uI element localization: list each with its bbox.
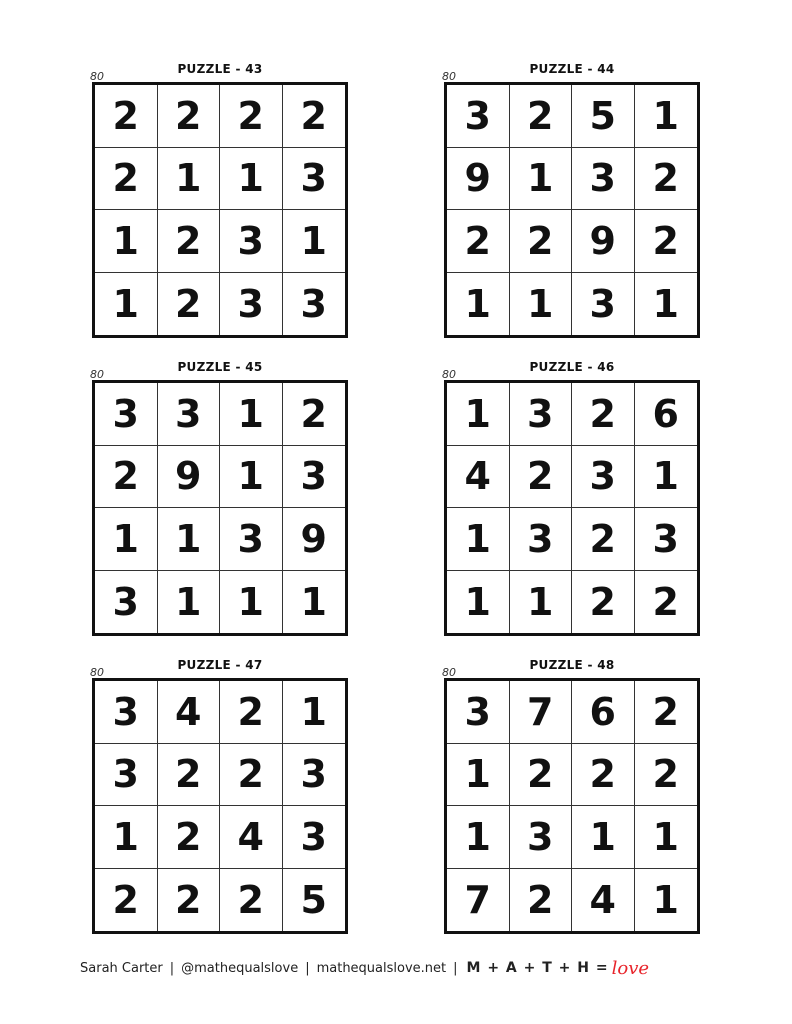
target-number: 80 xyxy=(90,368,104,381)
grid-cell: 3 xyxy=(447,85,510,148)
grid-cell: 2 xyxy=(95,148,158,211)
grid-cell: 1 xyxy=(652,281,679,326)
grid-cell: 3 xyxy=(510,383,573,446)
grid-cell: 3 xyxy=(95,571,158,634)
grid-cell: 2 xyxy=(510,85,573,148)
puzzle-title: PUZZLE - 43 xyxy=(177,62,263,76)
grid-cell: 1 xyxy=(635,446,698,509)
puzzle xyxy=(442,360,702,640)
grid-cell: 4 xyxy=(158,681,221,744)
grid-cell: 3 xyxy=(220,210,283,273)
puzzle-title: PUZZLE - 45 xyxy=(177,360,263,374)
number-grid xyxy=(92,82,348,338)
target-number: 80 xyxy=(442,70,456,83)
grid-cell: 3 xyxy=(283,446,346,509)
grid-cell: 1 xyxy=(300,579,327,624)
grid-cell: 2 xyxy=(510,869,573,932)
number-grid xyxy=(92,380,348,636)
grid-cell: 2 xyxy=(158,744,221,807)
grid-cell: 7 xyxy=(447,869,510,932)
grid-cell: 3 xyxy=(447,681,510,744)
grid-cell: 3 xyxy=(510,508,573,571)
love-logo-text: love xyxy=(611,957,650,979)
grid-cell: 1 xyxy=(652,877,679,922)
target-number: 80 xyxy=(442,368,456,381)
target-number: 80 xyxy=(90,666,104,679)
grid-cell: 1 xyxy=(447,806,510,869)
grid-cell: 2 xyxy=(635,148,698,211)
grid-cell: 1 xyxy=(95,508,158,571)
grid-cell: 1 xyxy=(447,508,510,571)
grid-cell: 1 xyxy=(447,383,510,446)
grid-cell: 2 xyxy=(220,681,283,744)
grid-cell: 3 xyxy=(510,806,573,869)
grid-cell: 9 xyxy=(572,210,635,273)
grid-cell: 3 xyxy=(283,744,346,807)
grid-cell: 2 xyxy=(447,210,510,273)
grid-cell: 1 xyxy=(158,508,221,571)
grid-cell: 2 xyxy=(510,744,573,807)
grid-cell: 1 xyxy=(510,571,573,634)
grid-cell: 3 xyxy=(220,508,283,571)
grid-cell: 1 xyxy=(510,273,573,336)
footer-separator: | xyxy=(305,960,310,976)
grid-cell: 3 xyxy=(95,383,158,446)
grid-cell: 2 xyxy=(95,85,158,148)
grid-cell: 1 xyxy=(635,806,698,869)
grid-cell: 2 xyxy=(283,85,346,148)
grid-cell: 2 xyxy=(283,383,346,446)
number-grid xyxy=(444,82,700,338)
grid-cell: 6 xyxy=(572,681,635,744)
grid-cell: 2 xyxy=(220,869,283,932)
grid-cell: 2 xyxy=(635,210,698,273)
website-link[interactable]: mathequalslove.net xyxy=(316,960,447,976)
grid-cell: 1 xyxy=(447,273,510,336)
puzzle-title: PUZZLE - 47 xyxy=(177,658,263,672)
grid-cell: 2 xyxy=(510,446,573,509)
grid-cell: 1 xyxy=(220,446,283,509)
grid-cell: 2 xyxy=(158,273,221,336)
grid-cell: 1 xyxy=(283,210,346,273)
number-grid xyxy=(92,678,348,934)
grid-cell: 3 xyxy=(572,273,635,336)
grid-cell: 2 xyxy=(572,508,635,571)
grid-cell: 2 xyxy=(158,806,221,869)
grid-cell: 3 xyxy=(300,281,327,326)
grid-cell: 1 xyxy=(158,571,221,634)
grid-cell: 1 xyxy=(283,681,346,744)
grid-cell: 6 xyxy=(635,383,698,446)
grid-cell: 1 xyxy=(95,273,158,336)
puzzle-title: PUZZLE - 46 xyxy=(529,360,615,374)
grid-cell: 3 xyxy=(95,681,158,744)
grid-cell: 1 xyxy=(95,806,158,869)
grid-cell: 2 xyxy=(652,579,679,624)
grid-cell: 2 xyxy=(95,446,158,509)
grid-cell: 2 xyxy=(158,85,221,148)
footer-separator: | xyxy=(453,960,458,976)
grid-cell: 1 xyxy=(447,571,510,634)
puzzle-title: PUZZLE - 48 xyxy=(529,658,615,672)
grid-cell: 1 xyxy=(510,148,573,211)
grid-cell: 7 xyxy=(510,681,573,744)
grid-cell: 2 xyxy=(572,571,635,634)
grid-cell: 3 xyxy=(283,148,346,211)
puzzle xyxy=(442,658,702,938)
puzzle-title: PUZZLE - 44 xyxy=(529,62,615,76)
grid-cell: 2 xyxy=(572,744,635,807)
target-number: 80 xyxy=(442,666,456,679)
grid-cell: 3 xyxy=(635,508,698,571)
grid-cell: 1 xyxy=(572,806,635,869)
grid-cell: 9 xyxy=(158,446,221,509)
grid-cell: 5 xyxy=(300,877,327,922)
grid-cell: 2 xyxy=(635,681,698,744)
number-grid xyxy=(444,678,700,934)
puzzle xyxy=(90,360,350,640)
social-handle: @mathequalslove xyxy=(181,960,299,976)
brand-logo-text: M + A + T + H = xyxy=(466,960,609,976)
author-name: Sarah Carter xyxy=(80,960,163,976)
grid-cell: 1 xyxy=(635,85,698,148)
footer xyxy=(80,957,740,979)
grid-cell: 4 xyxy=(220,806,283,869)
puzzle xyxy=(90,658,350,938)
grid-cell: 2 xyxy=(158,869,221,932)
grid-cell: 3 xyxy=(572,446,635,509)
footer-separator: | xyxy=(169,960,175,976)
grid-cell: 1 xyxy=(158,148,221,211)
grid-cell: 3 xyxy=(572,148,635,211)
grid-cell: 2 xyxy=(635,744,698,807)
grid-cell: 2 xyxy=(510,210,573,273)
target-number: 80 xyxy=(90,70,104,83)
grid-cell: 2 xyxy=(95,869,158,932)
grid-cell: 2 xyxy=(572,383,635,446)
grid-cell: 1 xyxy=(95,210,158,273)
puzzle xyxy=(442,62,702,342)
grid-cell: 4 xyxy=(572,869,635,932)
grid-cell: 1 xyxy=(447,744,510,807)
grid-cell: 9 xyxy=(283,508,346,571)
puzzle xyxy=(90,62,350,342)
number-grid xyxy=(444,380,700,636)
grid-cell: 1 xyxy=(220,383,283,446)
grid-cell: 3 xyxy=(158,383,221,446)
grid-cell: 4 xyxy=(447,446,510,509)
grid-cell: 3 xyxy=(283,806,346,869)
grid-cell: 1 xyxy=(220,571,283,634)
grid-cell: 1 xyxy=(220,148,283,211)
grid-cell: 2 xyxy=(158,210,221,273)
grid-cell: 5 xyxy=(572,85,635,148)
grid-cell: 3 xyxy=(220,273,283,336)
grid-cell: 3 xyxy=(95,744,158,807)
grid-cell: 2 xyxy=(220,744,283,807)
grid-cell: 2 xyxy=(220,85,283,148)
grid-cell: 9 xyxy=(447,148,510,211)
